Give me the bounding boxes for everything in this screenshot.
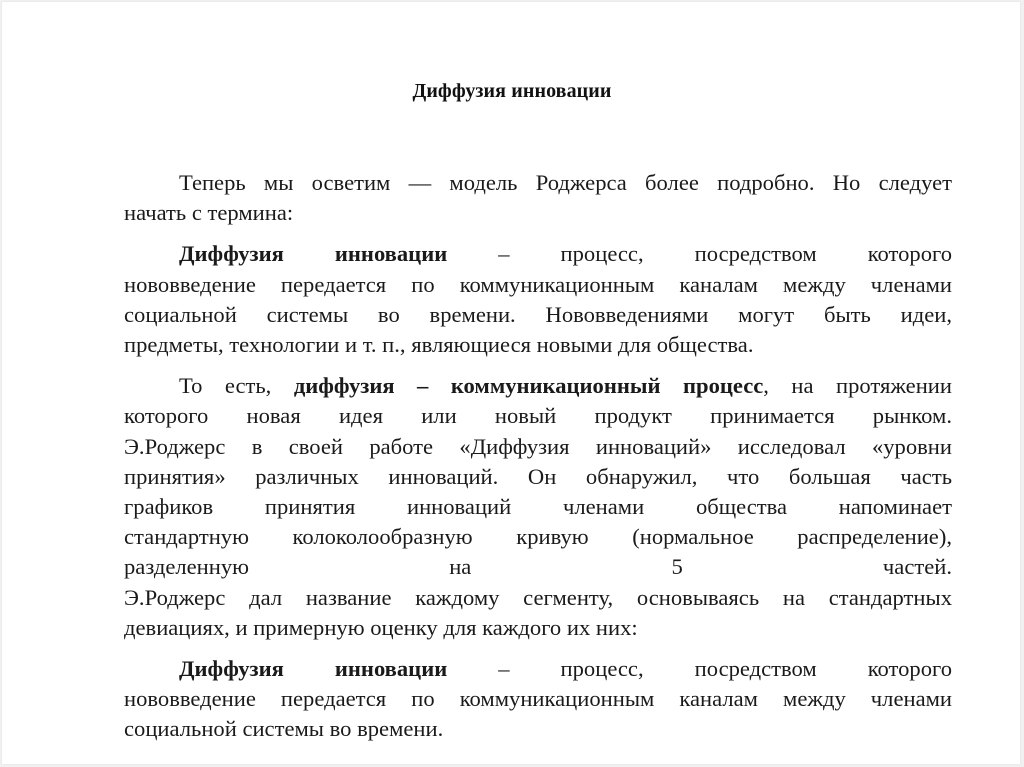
paragraph-line: предметы, технологии и т. п., являющиеся новыми для общества. bbox=[124, 332, 754, 358]
paragraph-line: принятия» различных инноваций. Он обнаружил, что большая часть bbox=[124, 463, 952, 489]
paragraph-line: социальной системы во времени. Нововведениями могут быть идеи, bbox=[124, 301, 952, 327]
line-text: – процесс, посредством которого bbox=[447, 656, 952, 682]
paragraph-line: стандартную колоколообразную кривую (нормальное распределение), bbox=[124, 524, 952, 550]
paragraph-line: нововведение передается по коммуникационным каналам между членами bbox=[124, 271, 952, 297]
paragraph-line: девиациях, и примерную оценку для каждого их них: bbox=[124, 614, 638, 640]
paragraph-line bbox=[124, 239, 952, 269]
paragraph-line: Теперь мы осветим — модель Роджерса более подробно. Но следует bbox=[179, 170, 952, 195]
paragraph-line bbox=[124, 654, 952, 684]
term-bold: диффузия – коммуникационный процесс bbox=[293, 373, 764, 399]
line-text: – процесс, посредством которого bbox=[447, 241, 952, 267]
paragraph-rogers bbox=[124, 371, 952, 643]
paragraph-line: нововведение передается по коммуникационным каналам между членами bbox=[124, 686, 952, 712]
line-text: , на протяжении bbox=[763, 373, 952, 399]
paragraph-line: которого новая идея или новый продукт принимается рынком. bbox=[124, 403, 952, 429]
paragraph-line: социальной системы во времени. bbox=[124, 716, 444, 742]
paragraph-line: графиков принятия инноваций членами общества напоминает bbox=[124, 494, 952, 520]
paragraph-intro bbox=[124, 168, 952, 228]
paragraph-line bbox=[124, 371, 952, 401]
term-bold: Диффузия инновации bbox=[179, 241, 448, 267]
paragraph-line: Э.Роджерс дал название каждому сегменту, основываясь на стандартных bbox=[124, 584, 952, 610]
paragraph-definition-repeat bbox=[124, 654, 952, 745]
paragraph-line: разделенную на 5 частей. bbox=[124, 554, 952, 580]
term-bold: Диффузия инновации bbox=[179, 656, 448, 682]
paragraph-line: Э.Роджерс в своей работе «Диффузия инноваций» исследовал «уровни bbox=[124, 433, 952, 459]
paragraph-line: начать с термина: bbox=[124, 200, 294, 226]
paragraph-definition bbox=[124, 239, 952, 360]
page-title: Диффузия инновации bbox=[412, 80, 612, 102]
line-text: То есть, bbox=[179, 373, 294, 399]
document-body bbox=[124, 168, 952, 756]
